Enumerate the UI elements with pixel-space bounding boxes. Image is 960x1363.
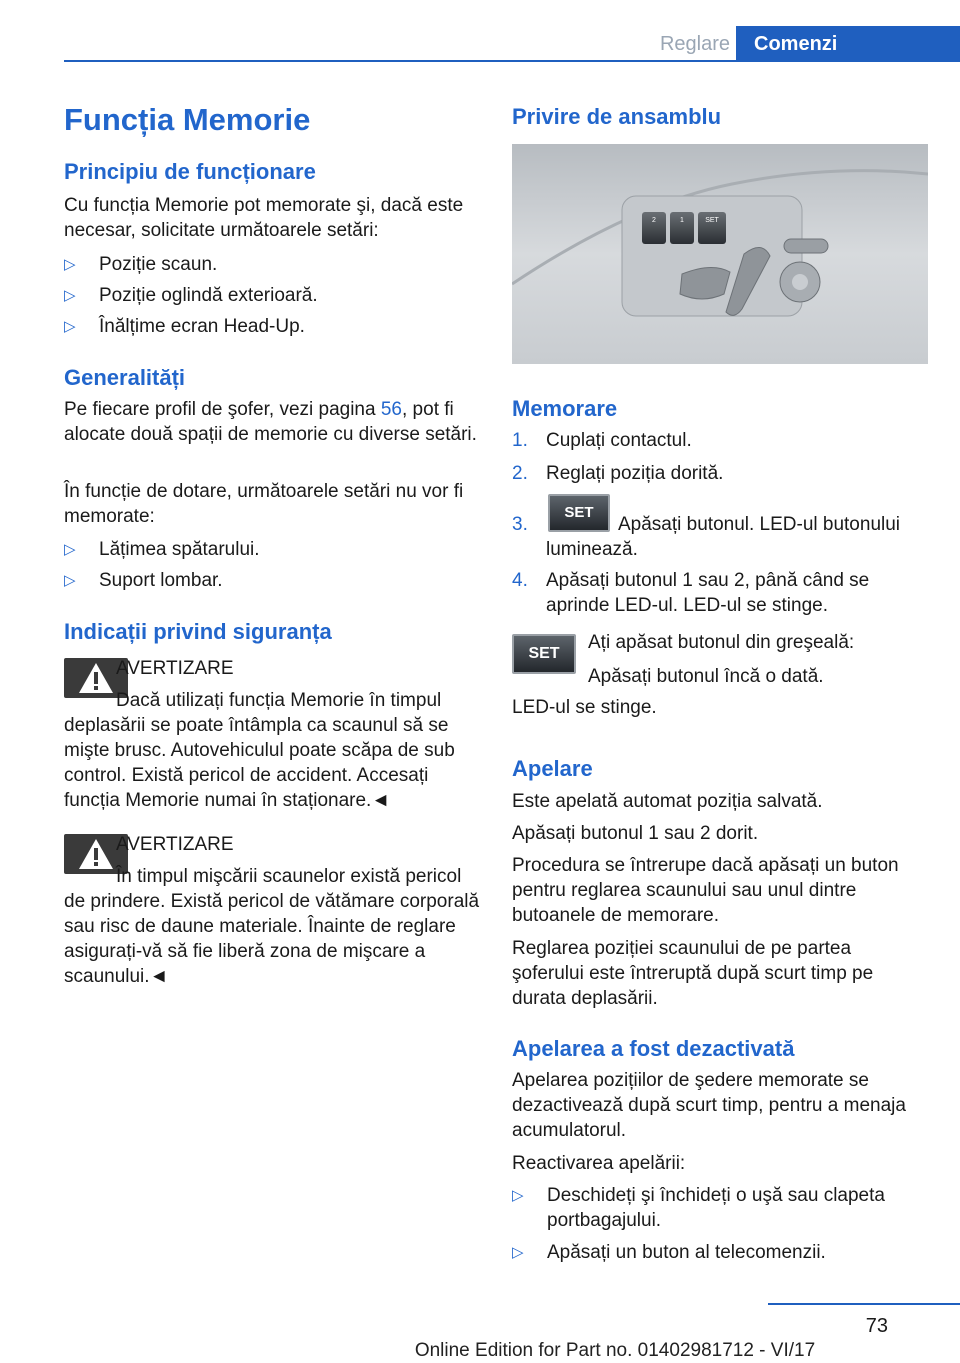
overview-heading: Privire de ansamblu bbox=[512, 104, 722, 129]
list-item-text: Apăsați un buton al telecomenzii. bbox=[547, 1242, 826, 1263]
warning-text: Dacă utilizați funcția Memorie în timpul deplasării se poate întâmpla ca scaunul să se mişte brusc. Autovehiculul poate scăpa de sub control. Există pericol de accident. Accesați funcția Memorie numai în staționare.◄ bbox=[64, 690, 455, 811]
general-text-2: În funcție de dotare, următoarele setări nu vor fi memorate: bbox=[64, 481, 464, 527]
list-item bbox=[512, 1240, 932, 1265]
step-number: 1. bbox=[512, 430, 528, 451]
warning-label: AVERTIZARE bbox=[116, 834, 234, 855]
step-number: 4. bbox=[512, 570, 528, 591]
step-text: Apăsați butonul. LED-ul butonului luminează. bbox=[546, 514, 901, 560]
step-text: Reglați poziția dorită. bbox=[546, 463, 724, 484]
triangle-right-icon: ▷ bbox=[64, 541, 76, 558]
triangle-right-icon: ▷ bbox=[64, 287, 76, 304]
triangle-right-icon: ▷ bbox=[512, 1187, 524, 1204]
list-item bbox=[64, 283, 484, 308]
step-item bbox=[512, 461, 932, 486]
recall-text: Reglarea poziției scaunului de pe partea şoferului este întreruptă după scurt timp pe durata deplasării. bbox=[512, 938, 874, 1009]
edition-footer: Online Edition for Part no. 01402981712 - VI/17 bbox=[414, 1340, 816, 1361]
mistake-action: Apăsați butonul încă o dată. bbox=[588, 666, 824, 687]
list-item-text: Deschideți şi închideți o uşă sau clapeta portbagajului. bbox=[547, 1185, 885, 1231]
memorize-heading: Memorare bbox=[512, 396, 618, 421]
list-item-text: Poziție oglindă exterioară. bbox=[99, 285, 318, 306]
step-item bbox=[512, 494, 932, 560]
set-button-icon: SET bbox=[548, 494, 610, 532]
list-item-text: Poziție scaun. bbox=[99, 254, 218, 275]
step-item bbox=[512, 428, 932, 453]
general-text bbox=[64, 397, 484, 447]
step-text: Apăsați butonul 1 sau 2, până când se aprinde LED-ul. LED-ul se stinge. bbox=[546, 570, 870, 616]
list-item-text: Lățimea spătarului. bbox=[99, 539, 260, 560]
principle-text: Cu funcția Memorie pot memorate şi, dacă este necesar, solicitate următoarele setări: bbox=[64, 195, 464, 241]
step-item bbox=[512, 568, 932, 620]
deactivated-heading: Apelarea a fost dezactivată bbox=[512, 1036, 795, 1061]
led-off-text: LED-ul se stinge. bbox=[512, 697, 657, 718]
mistake-text: Ați apăsat butonul din greşeală: bbox=[588, 632, 855, 653]
warning-label: AVERTIZARE bbox=[116, 658, 234, 679]
principle-heading: Principiu de funcționare bbox=[64, 159, 316, 184]
footer-rule bbox=[768, 1303, 960, 1305]
header-rule bbox=[64, 60, 960, 62]
recall-text: Procedura se întrerupe dacă apăsați un buton pentru reglarea scaunului sau unul dintre butoanele de memorare. bbox=[512, 855, 899, 926]
seat-controls-image bbox=[512, 144, 928, 364]
general-text-after: , pot fi alocate două spații de memorie cu diverse setări. bbox=[64, 399, 477, 445]
safety-heading: Indicații privind siguranța bbox=[64, 619, 332, 644]
tab-reglare[interactable]: Reglare bbox=[659, 33, 730, 55]
recall-heading: Apelare bbox=[512, 756, 593, 781]
warning-text: În timpul mişcării scaunelor există pericol de prindere. Există pericol de vătămare corporală sau risc de daune materiale. Înainte de reglare asigurați-vă să fie liberă zona de mişcare a scaunului.◄ bbox=[64, 866, 480, 987]
step-text: Cuplați contactul. bbox=[546, 430, 692, 451]
recall-text: Este apelată automat poziția salvată. bbox=[512, 791, 823, 812]
step-number: 2. bbox=[512, 463, 528, 484]
page-link[interactable]: 56 bbox=[380, 399, 402, 420]
memory-button-1-label: 1 bbox=[680, 217, 684, 224]
triangle-right-icon: ▷ bbox=[64, 318, 76, 335]
general-text-before: Pe fiecare profil de şofer, vezi pagina bbox=[64, 399, 381, 420]
memory-button-2-label: 2 bbox=[652, 217, 656, 224]
page-number: 73 bbox=[865, 1315, 888, 1337]
tab-comenzi[interactable]: Comenzi bbox=[736, 26, 960, 62]
page-title: Funcția Memorie bbox=[64, 102, 311, 137]
set-button-label: SET bbox=[705, 217, 719, 224]
list-item bbox=[64, 537, 484, 562]
deactivated-text: Apelarea pozițiilor de şedere memorate se dezactivează după scurt timp, pentru a menaja acumulatorul. bbox=[512, 1070, 906, 1141]
set-button-icon: SET bbox=[512, 634, 576, 674]
list-item bbox=[512, 1183, 932, 1235]
list-item bbox=[64, 314, 484, 339]
recall-text: Apăsați butonul 1 sau 2 dorit. bbox=[512, 823, 759, 844]
triangle-right-icon: ▷ bbox=[64, 256, 76, 273]
list-item bbox=[64, 568, 484, 593]
list-item-text: Suport lombar. bbox=[99, 570, 223, 591]
step-number: 3. bbox=[512, 514, 528, 535]
deactivated-text: Reactivarea apelării: bbox=[512, 1153, 686, 1174]
list-item bbox=[64, 252, 484, 277]
triangle-right-icon: ▷ bbox=[64, 572, 76, 589]
triangle-right-icon: ▷ bbox=[512, 1244, 524, 1261]
general-heading: Generalități bbox=[64, 365, 186, 390]
list-item-text: Înălțime ecran Head-Up. bbox=[99, 316, 305, 337]
